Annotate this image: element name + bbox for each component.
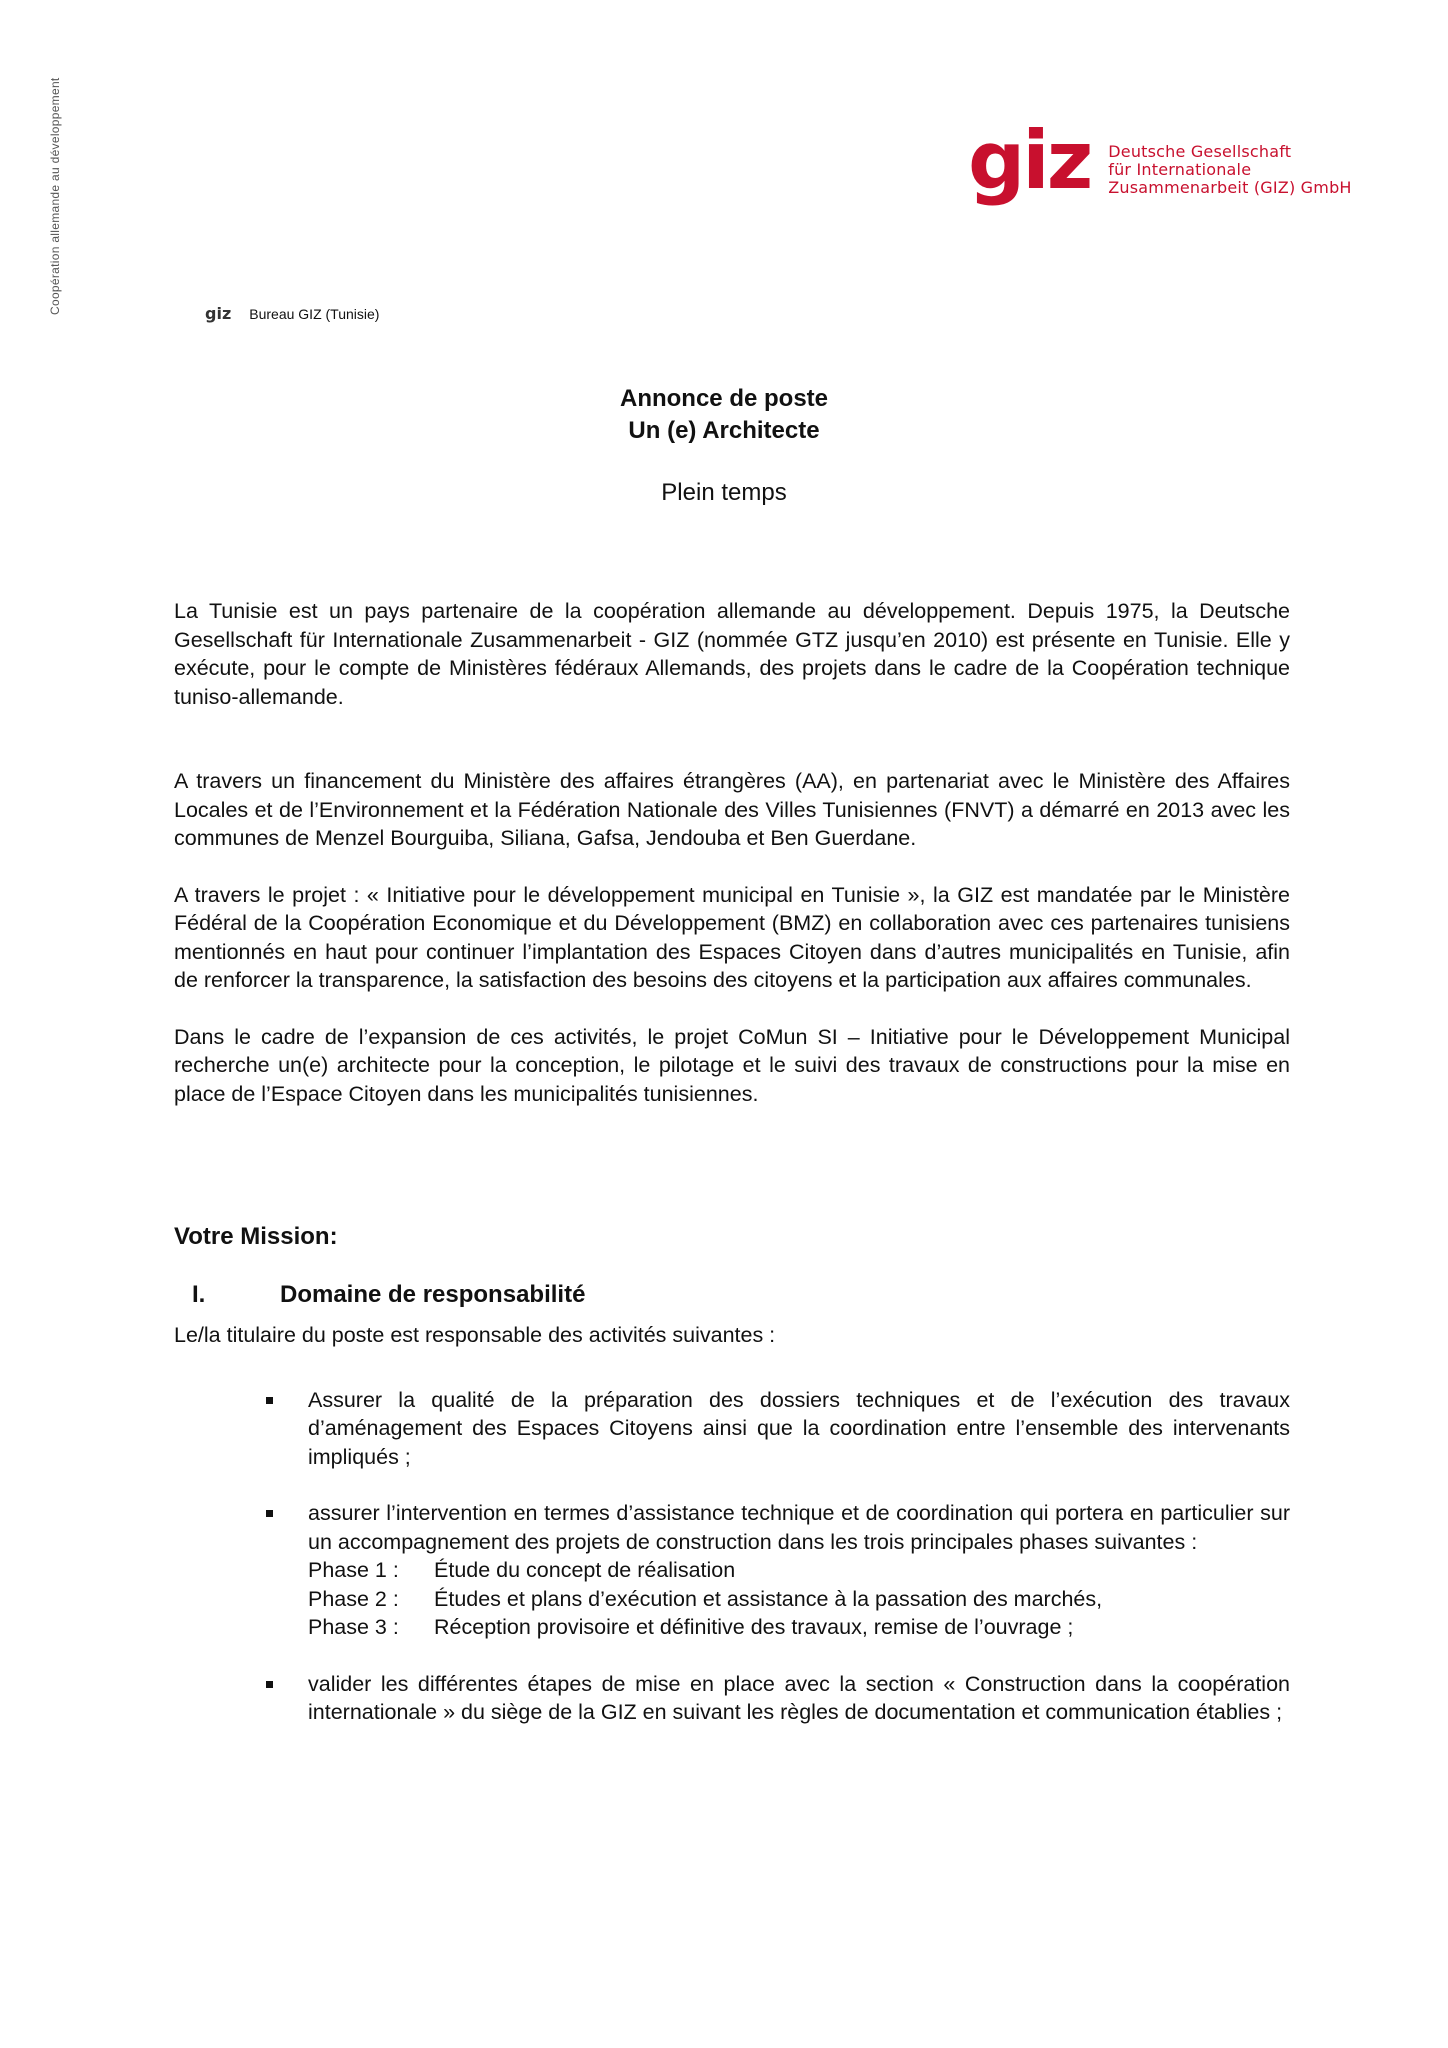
phase-text: Réception provisoire et définitive des travaux, remise de l’ouvrage ;: [434, 1615, 1074, 1639]
square-bullet-icon: [266, 1397, 273, 1404]
office-label: Bureau GIZ (Tunisie): [249, 306, 380, 322]
title-block: [0, 383, 1448, 509]
logo-line-2: für Internationale: [1108, 160, 1252, 179]
section-number: I.: [192, 1281, 206, 1308]
side-vertical-text: Coopération allemande au développement: [48, 77, 62, 315]
phase-row: [308, 1556, 1290, 1585]
square-bullet-icon: [266, 1681, 273, 1688]
list-item: [174, 1670, 1290, 1727]
section-heading: [174, 1279, 1290, 1311]
mission-intro: Le/la titulaire du poste est responsable des activités suivantes :: [174, 1323, 776, 1347]
office-giz-mark: giz: [205, 304, 232, 323]
list-item-text: valider les différentes étapes de mise en place avec la section « Construction dans la coopération internationale » du siège de la GIZ en suivant les règles de documentation et communication établies ;: [308, 1671, 1290, 1724]
giz-logo-mark: giz: [968, 114, 1091, 207]
document-body: [174, 597, 1290, 1755]
title-line-2: Un (e) Architecte: [628, 417, 820, 444]
section-title: Domaine de responsabilité: [280, 1281, 586, 1308]
phase-row: [308, 1613, 1290, 1642]
paragraph-intro: La Tunisie est un pays partenaire de la coopération allemande au développement. Depuis 1975, la Deutsche Gesellschaft für Internationale Zusammenarbeit - GIZ (nommée GTZ jusqu’en 2010) est présente en Tunisie. Elle y exécute, pour le compte de Ministères fédéraux Allemands, des projets dans le cadre de la Coopération technique tuniso-allemande.: [174, 599, 1290, 709]
phase-row: [308, 1585, 1290, 1614]
paragraph-financing: A travers un financement du Ministère des affaires étrangères (AA), en partenariat avec le Ministère des Affaires Locales et de l’Environnement et la Fédération Nationale des Villes Tunisiennes (FNVT) a démarré en 2013 avec les communes de Menzel Bourguiba, Siliana, Gafsa, Jendouba et Ben Guerdane.: [174, 769, 1290, 850]
title-line-3: Plein temps: [661, 479, 787, 506]
mission-title: Votre Mission:: [174, 1223, 338, 1250]
list-item-text: Assurer la qualité de la préparation des dossiers techniques et de l’exécution des travaux d’aménagement des Espaces Citoyens ainsi que la coordination entre l’ensemble des intervenants impliqués ;: [308, 1387, 1290, 1469]
list-item-text: assurer l’intervention en termes d’assistance technique et de coordination qui portera en particulier sur un accompagnement des projets de construction dans les trois principales phases suivantes :: [308, 1501, 1290, 1554]
phase-label: Phase 3 :: [308, 1615, 399, 1639]
title-line-1: Annonce de poste: [619, 385, 829, 412]
phase-label: Phase 1 :: [308, 1558, 399, 1582]
logo-line-1: Deutsche Gesellschaft: [1108, 142, 1292, 161]
logo-line-3: Zusammenarbeit (GIZ) GmbH: [1108, 178, 1352, 197]
list-item: [174, 1499, 1290, 1642]
phase-text: Étude du concept de réalisation: [434, 1558, 736, 1582]
paragraph-project: A travers le projet : « Initiative pour le développement municipal en Tunisie », la GIZ est mandatée par le Ministère Fédéral de la Coopération Economique et du Développement (BMZ) en collaboration avec ces partenaires tunisiens mentionnés en haut pour continuer l’implantation des Espaces Citoyen dans d’autres municipalités en Tunisie, afin de renforcer la transparence, la satisfaction des besoins des citoyens et la participation aux affaires communales.: [174, 882, 1290, 992]
phase-label: Phase 2 :: [308, 1586, 399, 1611]
office-header: [205, 304, 379, 323]
square-bullet-icon: [266, 1510, 273, 1517]
giz-logo: [968, 114, 1352, 212]
paragraph-expansion: Dans le cadre de l’expansion de ces activités, le projet CoMun SI – Initiative pour le Développement Municipal recherche un(e) architecte pour la conception, le pilotage et le suivi des travaux de constructions pour la mise en place de l’Espace Citoyen dans les municipalités tunisiennes.: [174, 1024, 1290, 1106]
list-item: [174, 1386, 1290, 1472]
responsibility-list: [174, 1386, 1290, 1727]
giz-logo-text: [1108, 143, 1351, 197]
phase-text: Études et plans d’exécution et assistance à la passation des marchés,: [434, 1586, 1103, 1611]
